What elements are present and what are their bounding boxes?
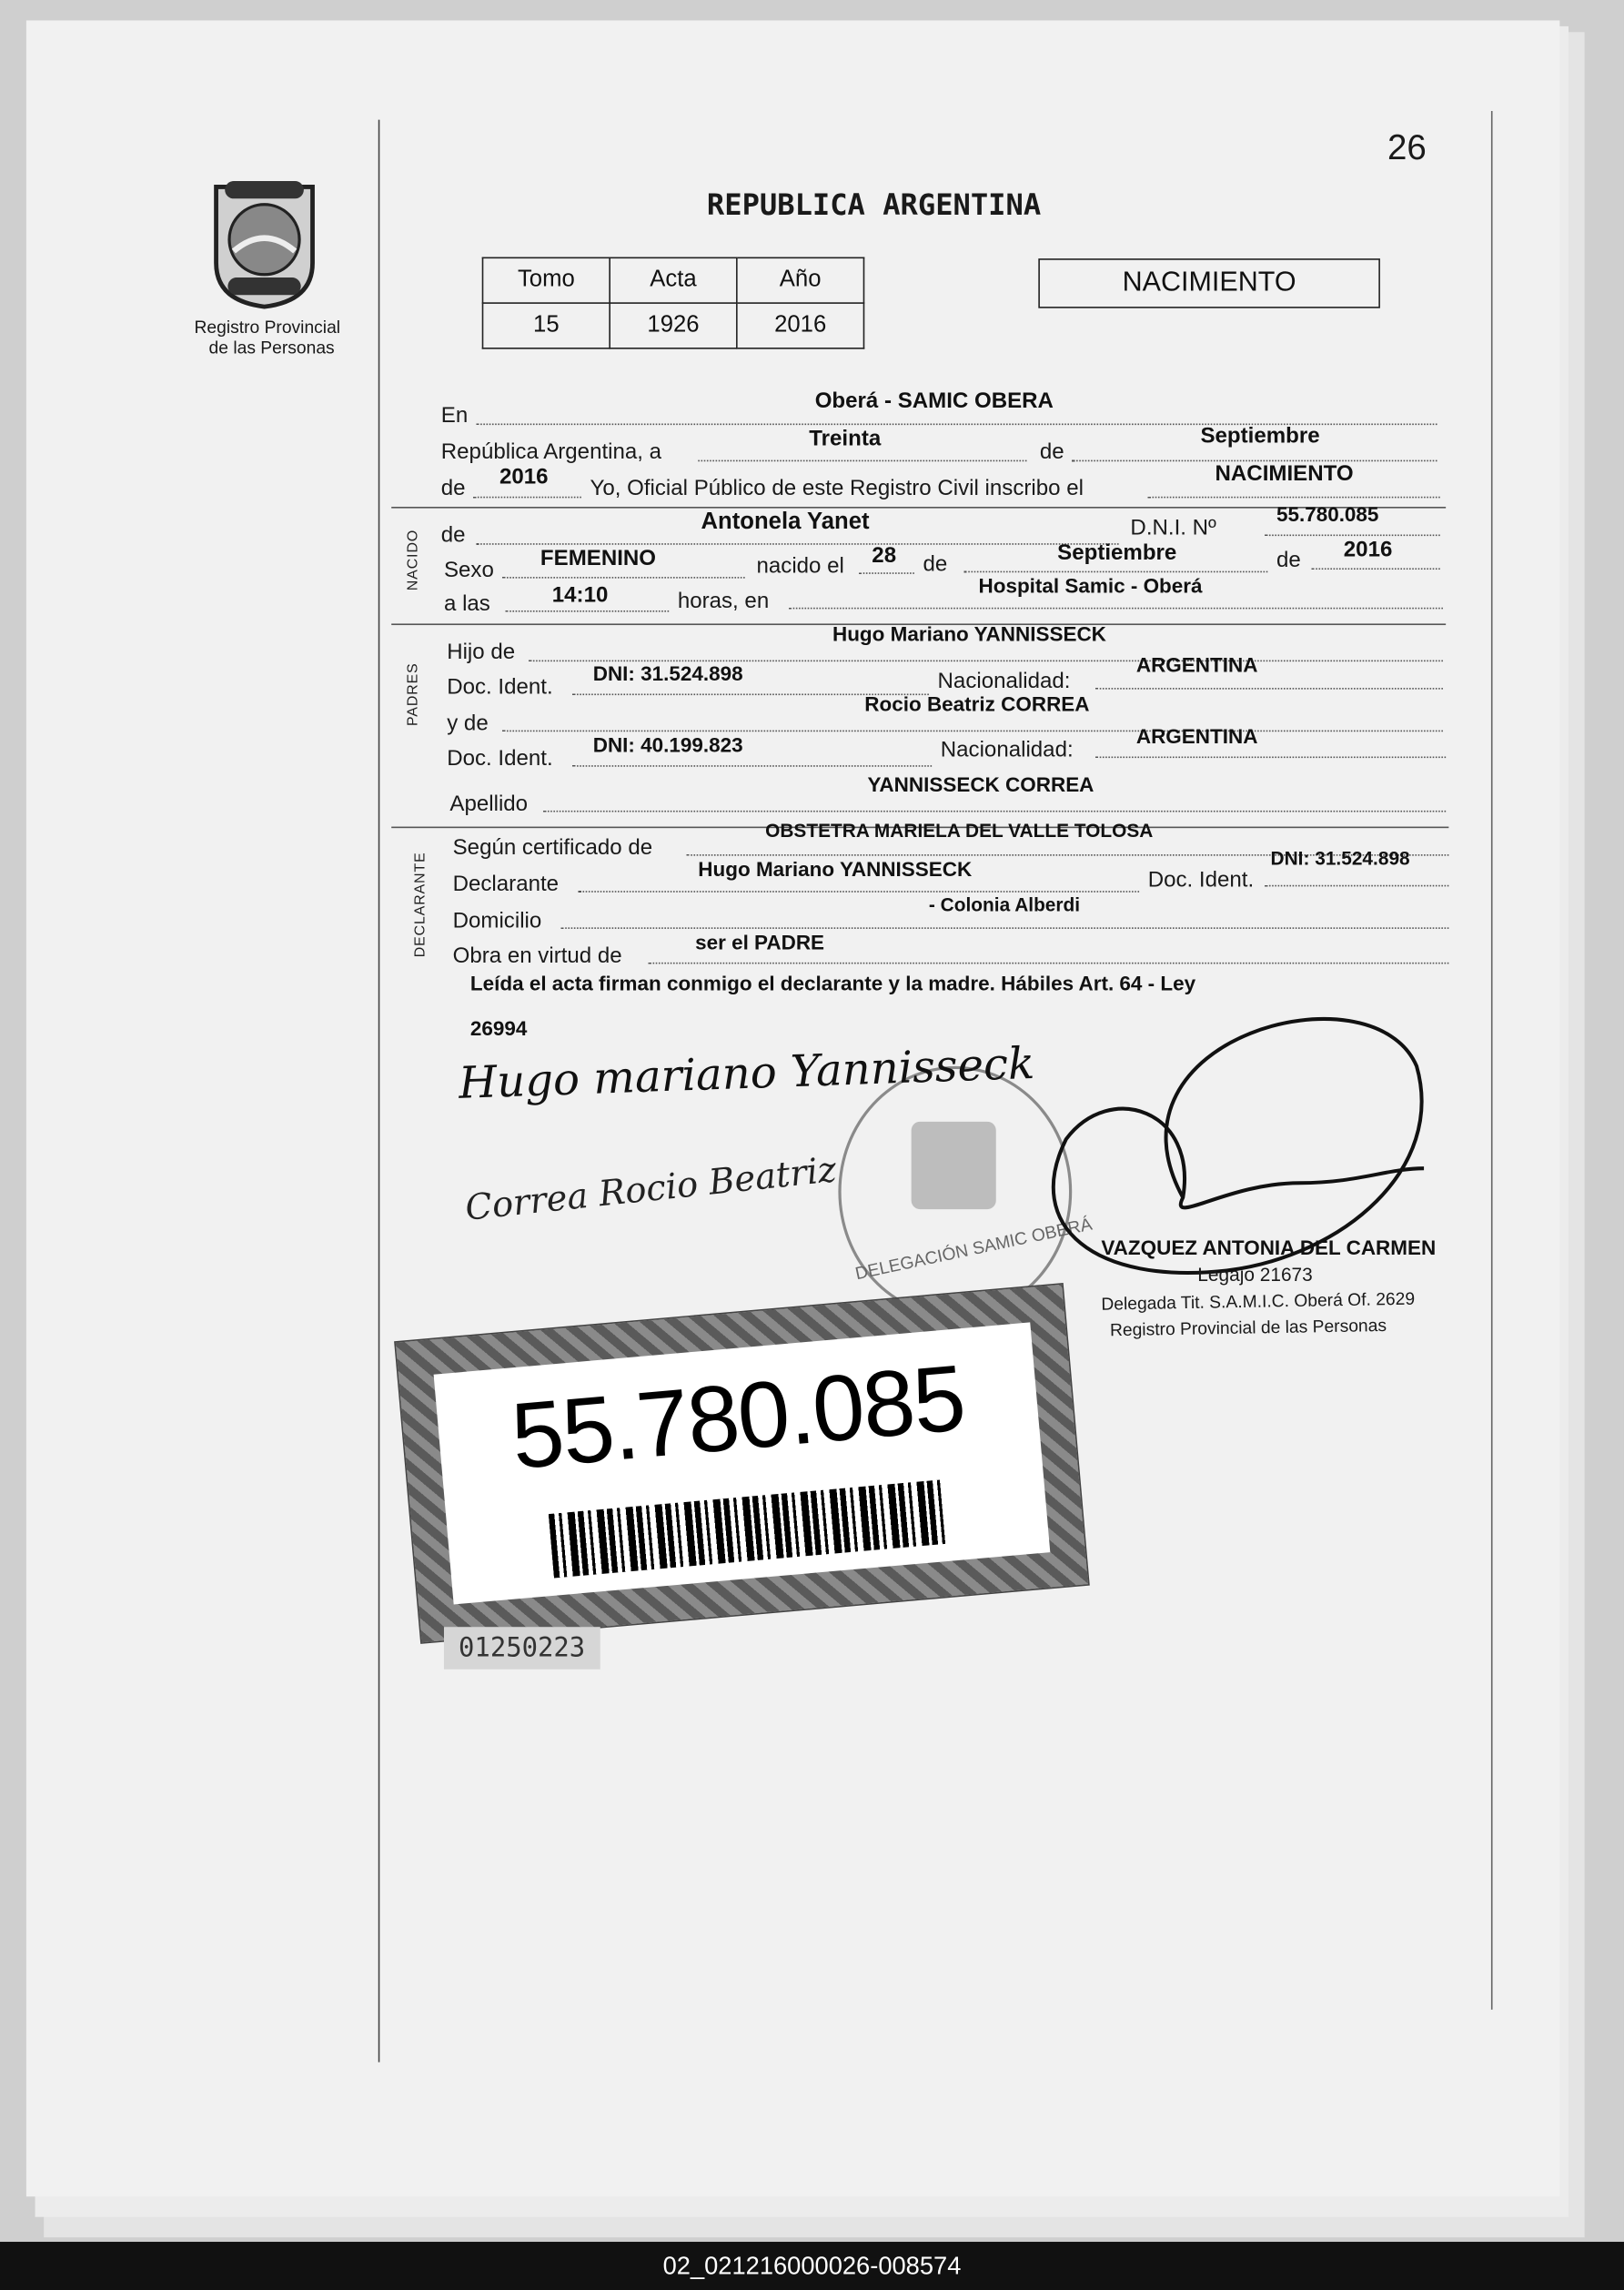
- dotted-line: [502, 577, 744, 579]
- serial-label: 01250223: [444, 1627, 600, 1670]
- official-signature-scribble: [1008, 979, 1447, 1373]
- label-domicilio: Domicilio: [452, 908, 542, 933]
- official-stamp-registry: Registro Provincial de las Personas: [1109, 1315, 1387, 1341]
- value-month: Septiembre: [1200, 423, 1320, 449]
- value-day-words: Treinta: [809, 426, 882, 452]
- table-header: Año: [737, 257, 864, 303]
- label-de-year: de: [1276, 547, 1301, 573]
- register-table: [482, 257, 865, 349]
- stamp-inner-emblem: [912, 1122, 996, 1209]
- dotted-line: [1095, 688, 1443, 690]
- label-segun: Según certificado de: [452, 835, 653, 861]
- right-margin-line: [1491, 111, 1493, 2010]
- file-name-footer: 02_021216000026-008574: [0, 2242, 1624, 2290]
- value-birth-day: 28: [872, 543, 897, 569]
- label-obra: Obra en virtud de: [452, 943, 622, 969]
- left-margin-line: [378, 120, 380, 2063]
- label-apellido: Apellido: [449, 792, 529, 817]
- signature-mother: Correa Rocio Beatriz: [463, 1148, 839, 1229]
- table-header: Acta: [610, 257, 737, 303]
- province-seal: [205, 176, 325, 310]
- closing-line-1: Leída el acta firman conmigo el declarante y la madre. Hábiles Art. 64 - Ley: [469, 971, 1196, 995]
- value-year: 2016: [499, 464, 549, 489]
- value-father-name: Hugo Mariano YANNISSECK: [832, 621, 1106, 646]
- label-nac1: Nacionalidad:: [937, 669, 1071, 694]
- value-sex: FEMENINO: [540, 546, 657, 571]
- table-cell: 15: [483, 303, 610, 348]
- round-stamp-text: DELEGACIÓN SAMIC OBERÁ: [853, 1213, 1094, 1285]
- registry-caption-1: Registro Provincial: [194, 317, 341, 338]
- barcode-sticker: [394, 1283, 1090, 1644]
- dotted-line: [698, 460, 1026, 462]
- label-de-name: de: [440, 522, 466, 548]
- value-birth-year: 2016: [1343, 537, 1393, 563]
- table-header: Tomo: [483, 257, 610, 303]
- dotted-line: [1311, 568, 1439, 570]
- closing-line-2: 26994: [469, 1016, 528, 1040]
- value-surname: YANNISSECK CORREA: [867, 772, 1094, 796]
- dotted-line: [963, 571, 1267, 573]
- dotted-line: [505, 610, 669, 612]
- value-capacity: ser el PADRE: [695, 930, 825, 954]
- value-time: 14:10: [551, 582, 609, 608]
- dotted-line: [560, 927, 1448, 929]
- barcode-number: 55.780.085: [507, 1344, 969, 1489]
- dotted-line: [1095, 757, 1446, 759]
- barcode-bars: [549, 1479, 947, 1578]
- side-label-padres: PADRES: [405, 662, 422, 727]
- table-cell: 1926: [610, 303, 737, 348]
- official-stamp-role: Delegada Tit. S.A.M.I.C. Oberá Of. 2629: [1101, 1288, 1416, 1315]
- dotted-line: [649, 963, 1449, 964]
- value-address: - Colonia Alberdi: [928, 893, 1081, 916]
- label-de-month: de: [923, 551, 948, 578]
- dotted-line: [476, 543, 1118, 545]
- page-number: 26: [1387, 128, 1427, 168]
- dotted-line: [1265, 885, 1448, 887]
- label-nacido: nacido el: [756, 553, 844, 579]
- dotted-line: [579, 891, 1139, 893]
- signature-father: Hugo mariano Yannisseck: [458, 1038, 1036, 1110]
- barcode-label: [434, 1322, 1051, 1604]
- official-stamp-name: VAZQUEZ ANTONIA DEL CARMEN: [1101, 1236, 1437, 1259]
- label-nac2: Nacionalidad:: [940, 737, 1074, 762]
- dotted-line: [1148, 497, 1440, 499]
- dotted-line: [543, 811, 1446, 812]
- dotted-line: [859, 572, 914, 574]
- value-place: Oberá - SAMIC OBERA: [814, 388, 1054, 414]
- dotted-line: [789, 608, 1443, 610]
- value-child-name: Antonela Yanet: [701, 509, 870, 535]
- act-type-box: NACIMIENTO: [1038, 258, 1380, 308]
- registry-caption-2: de las Personas: [208, 337, 335, 358]
- value-birth-place: Hospital Samic - Oberá: [978, 573, 1203, 598]
- label-declarante: Declarante: [452, 872, 560, 897]
- official-stamp-legajo: Legajo 21673: [1197, 1263, 1313, 1286]
- label-dni: D.N.I. Nº: [1130, 515, 1216, 540]
- seal-icon: [205, 176, 325, 310]
- value-birth-month: Septiembre: [1057, 540, 1177, 566]
- value-act: NACIMIENTO: [1215, 461, 1354, 487]
- country-title: REPUBLICA ARGENTINA: [706, 187, 1042, 222]
- value-declarant-dni: DNI: 31.524.898: [1270, 847, 1410, 870]
- value-father-dni: DNI: 31.524.898: [592, 661, 743, 685]
- dotted-line: [572, 765, 932, 767]
- label-y-de: y de: [447, 711, 489, 737]
- label-doc1: Doc. Ident.: [447, 674, 553, 700]
- value-mother-dni: DNI: 40.199.823: [592, 732, 743, 757]
- dotted-line: [473, 497, 581, 499]
- value-father-nationality: ARGENTINA: [1135, 652, 1258, 677]
- label-republica: República Argentina, a: [440, 439, 662, 465]
- label-de-mid: de: [1039, 439, 1064, 465]
- label-horas: horas, en: [677, 588, 770, 614]
- value-child-dni: 55.780.085: [1276, 502, 1379, 526]
- label-sexo: Sexo: [443, 558, 494, 583]
- label-hijo-de: Hijo de: [447, 640, 516, 665]
- value-mother-nationality: ARGENTINA: [1135, 724, 1258, 748]
- dotted-line: [502, 731, 1443, 732]
- value-certificate: OBSTETRA MARIELA DEL VALLE TOLOSA: [765, 819, 1154, 842]
- label-en: En: [440, 403, 469, 429]
- value-mother-name: Rocio Beatriz CORREA: [864, 691, 1090, 716]
- label-doc3: Doc. Ident.: [1147, 867, 1255, 893]
- dotted-line: [1265, 535, 1440, 537]
- side-label-nacido: NACIDO: [405, 529, 422, 591]
- side-label-declarante: DECLARANTE: [412, 852, 429, 958]
- table-cell: 2016: [737, 303, 864, 348]
- label-yo: Yo, Oficial Público de este Registro Civil inscribo el: [590, 476, 1084, 501]
- value-declarant: Hugo Mariano YANNISSECK: [698, 857, 973, 881]
- label-doc2: Doc. Ident.: [447, 746, 553, 772]
- label-de-start: de: [440, 476, 466, 501]
- label-a-las: a las: [443, 591, 490, 617]
